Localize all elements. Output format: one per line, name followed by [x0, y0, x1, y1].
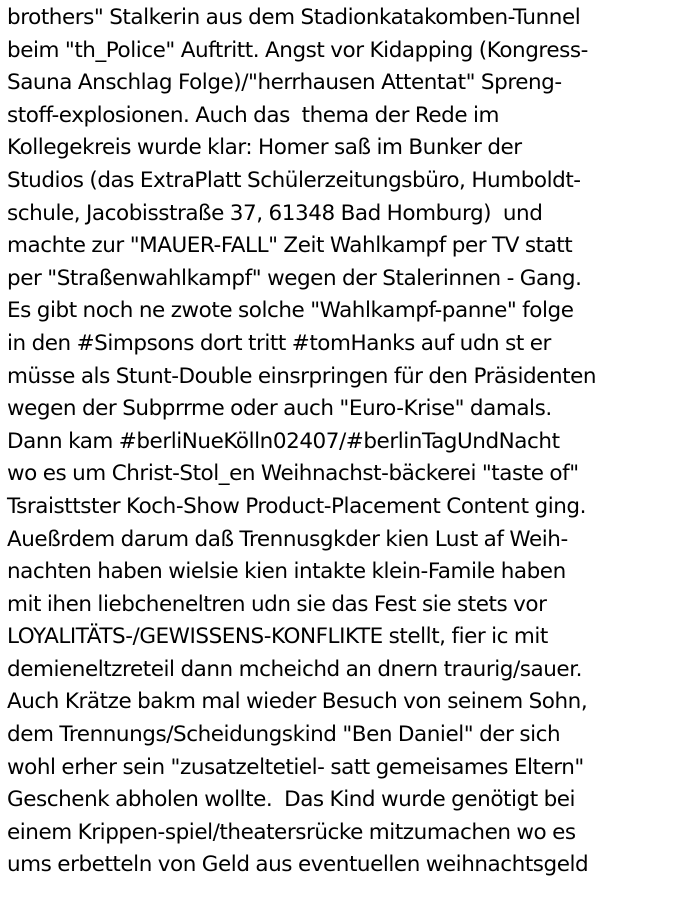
text-line-1: brothers" Stalkerin aus dem Stadionkatakomben-Tunnel	[7, 5, 581, 30]
text-line-4: stoff-explosionen. Auch das thema der Rede im	[7, 102, 500, 128]
text-line-14: Dann kam #berliNueKölln02407/#berlinTagUndNacht	[7, 428, 560, 454]
text-line-21: demieneltzreteil dann mcheichd an dnern traurig/sauer.	[7, 656, 582, 682]
text-line-3: Sauna Anschlag Folge)/"herrhausen Attentat" Spreng-	[7, 70, 562, 96]
text-line-7: schule, Jacobisstraße 37, 61348 Bad Homburg) und	[7, 200, 543, 226]
text-line-25: Geschenk abholen wollte. Das Kind wurde genötigt bei	[7, 787, 576, 813]
text-line-16: Tsraisttster Koch-Show Product-Placement Content ging.	[7, 493, 586, 519]
text-line-19: mit ihen liebcheneltren udn sie das Fest sie stets vor	[7, 591, 547, 617]
text-line-24: wohl erher sein "zusatzeltetiel- satt gemeisames Eltern"	[7, 754, 584, 780]
text-line-10: Es gibt noch ne zwote solche "Wahlkampf-panne" folge	[7, 298, 574, 324]
text-line-17: Aueßrdem darum daß Trennusgkder kien Lust af Weih-	[7, 526, 568, 552]
text-line-8: machte zur "MAUER-FALL" Zeit Wahlkampf per TV statt	[7, 233, 573, 259]
text-line-13: wegen der Subprrme oder auch "Euro-Krise" damals.	[7, 396, 552, 422]
text-line-5: Kollegekreis wurde klar: Homer saß im Bunker der	[7, 135, 522, 161]
text-line-26: einem Krippen-spiel/theatersrücke mitzumachen wo es	[7, 819, 576, 845]
text-line-2: beim "th_Police" Auftritt. Angst vor Kidapping (Kongress-	[7, 37, 588, 63]
text-line-22: Auch Krätze bakm mal wieder Besuch von seinem Sohn,	[7, 689, 588, 715]
body-text	[7, 2, 683, 882]
text-line-18: nachten haben wielsie kien intakte klein-Famile haben	[7, 559, 566, 585]
text-line-15: wo es um Christ-Stol_en Weihnachst-bäckerei "taste of"	[7, 461, 579, 487]
text-line-6: Studios (das ExtraPlatt Schülerzeitungsbüro, Humboldt-	[7, 167, 581, 193]
text-line-11: in den #Simpsons dort tritt #tomHanks auf udn st er	[7, 330, 551, 356]
text-line-9: per "Straßenwahlkampf" wegen der Stalerinnen - Gang.	[7, 265, 582, 291]
text-line-12: müsse als Stunt-Double einsrpringen für den Präsidenten	[7, 363, 597, 389]
text-line-23: dem Trennungs/Scheidungskind "Ben Daniel" der sich	[7, 722, 561, 748]
text-line-20: LOYALITÄTS-/GEWISSENS-KONFLIKTE stellt, fier ic mit	[7, 624, 548, 650]
text-line-27: ums erbetteln von Geld aus eventuellen weihnachtsgeld	[7, 852, 589, 878]
